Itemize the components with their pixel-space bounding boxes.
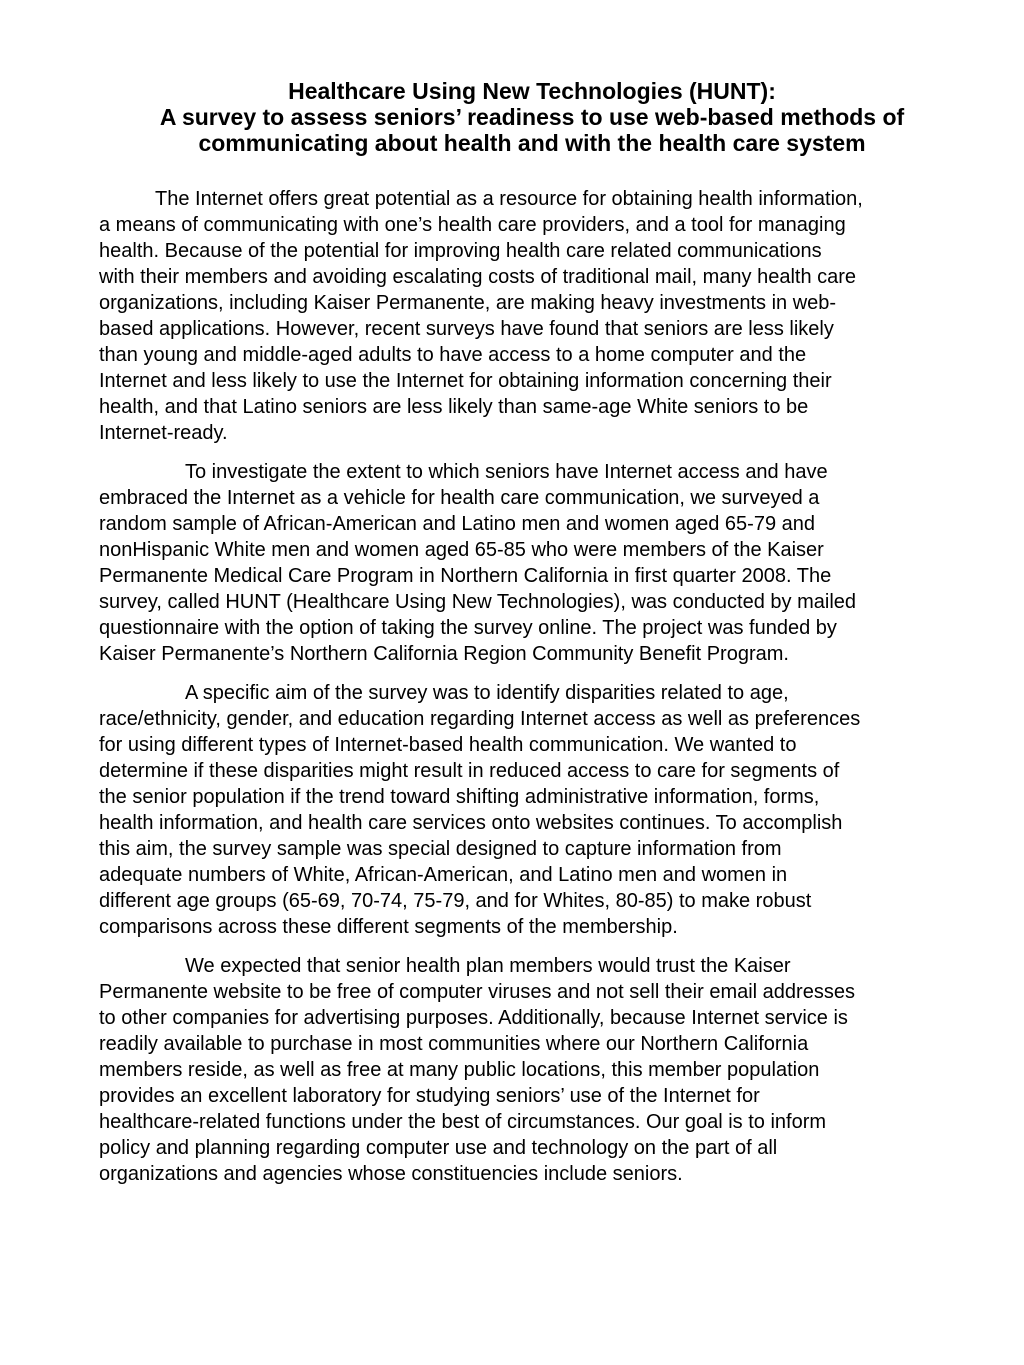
document-body [99, 186, 969, 1200]
document-title [60, 78, 1004, 156]
title-line-2: A survey to assess seniors’ readiness to use web-based methods of [159, 104, 905, 130]
title-line-1: Healthcare Using New Technologies (HUNT): [288, 78, 776, 104]
paragraph-specific-aim: A specific aim of the survey was to identify disparities related to age, race/ethnicity, gender, and education regarding Internet access as well as preferences for using different types of Internet-based health communication. We wanted to determine if these disparities might result in reduced access to care for segments of the senior population if the trend toward shifting administrative information, forms, health information, and health care services onto websites continues. To accomplish this aim, the survey sample was special designed to capture information from adequate numbers of White, African-American, and Latino men and women in different age groups (65-69, 70-74, 75-79, and for Whites, 80-85) to make robust comparisons across these different segments of the membership. [99, 682, 861, 938]
title-line-3: communicating about health and with the health care system [198, 130, 866, 156]
paragraph-intro: The Internet offers great potential as a resource for obtaining health information, a means of communicating with one’s health care providers, and a tool for managing health. Because of the potential for improving health care related communications with their members and avoiding escalating costs of traditional mail, many health care organizations, including Kaiser Permanente, are making heavy investments in web- based applications. However, recent surveys have found that seniors are less likely than young and middle-aged adults to have access to a home computer and the Internet and less likely to use the Internet for obtaining information concerning their health, and that Latino seniors are less likely than same-age White seniors to be Internet-ready. [99, 188, 863, 444]
paragraph-investigation: To investigate the extent to which seniors have Internet access and have embraced the Internet as a vehicle for health care communication, we surveyed a random sample of African-American and Latino men and women aged 65-79 and nonHispanic White men and women aged 65-85 who were members of the Kaiser Permanente Medical Care Program in Northern California in first quarter 2008. The survey, called HUNT (Healthcare Using New Technologies), was conducted by mailed questionnaire with the option of taking the survey online. The project was funded by Kaiser Permanente’s Northern California Region Community Benefit Program. [99, 461, 857, 665]
paragraph-expectations: We expected that senior health plan members would trust the Kaiser Permanente website to be free of computer viruses and not sell their email addresses to other companies for advertising purposes. Additionally, because Internet service is readily available to purchase in most communities where our Northern California members reside, as well as free at many public locations, this member population provides an excellent laboratory for studying seniors’ use of the Internet for healthcare-related functions under the best of circumstances. Our goal is to inform policy and planning regarding computer use and technology on the part of all organizations and agencies whose constituencies include seniors. [99, 955, 855, 1185]
